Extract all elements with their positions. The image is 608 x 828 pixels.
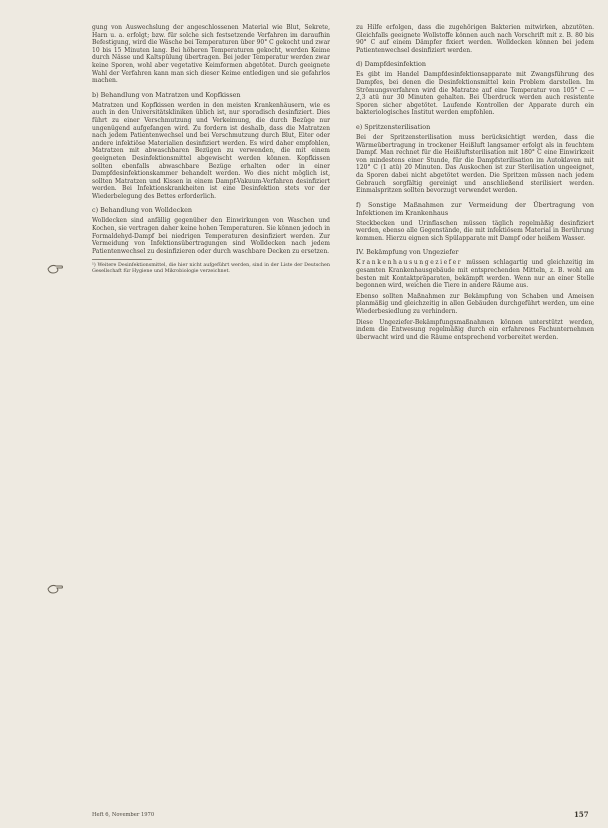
paragraph: Ebenso sollten Maßnahmen zur Bekämpfung von Schaben und Ameisen planmäßig und gleichzeitig in allen Gebäuden durchgeführt werden, um eine Wiederbesiedlung zu verhindern. xyxy=(356,292,594,316)
paragraph: Steckbecken und Urinflaschen müssen täglich regelmäßig desinfiziert werden, ebenso alle Gegenstände, die mit infektiösem Material in Berührung kommen. Hierzu eignen sich Spülapparate mit Dampf oder heißem Wasser. xyxy=(356,219,594,242)
left-column xyxy=(92,24,330,786)
paragraph: Bei der Spritzensterilisation muss berücksichtigt werden, dass die Wärmeübertragung in trockener Heißluft langsamer erfolgt als in feuchtem Dampf. Man rechnet für die Heißluftsterilisation mit 180° C eine Einwirkzeit von mindestens einer Stunde, für die Dampfsterilisation im Autoklaven mit 120° C (1 atü) 20 Minuten. Das Auskochen ist zur Sterilisation ungeeignet, da Sporen dabei nicht abgetötet werden. Die Spritzen müssen nach jedem Gebrauch sorgfältig gereinigt und anschließend sterilisiert werden. Einmalspritzen sollten bevorzugt verwendet werden. xyxy=(356,133,594,195)
footnote-divider xyxy=(92,259,152,260)
paragraph: Diese Ungeziefer-Bekämpfungsmaßnahmen können unterstützt werden, indem die Entwesung regelmäßig durch ein erfahrenes Fachunternehmen überwacht wird und die Räume entsprechend vorbereitet werden. xyxy=(356,318,594,341)
footnote: ¹) Weitere Desinfektionsmittel, die hier nicht aufgeführt werden, sind in der Liste der Deutschen Gesellschaft für Hygiene und Mikrobiologie verzeichnet. xyxy=(92,263,330,275)
paragraph-body: müssen schlagartig und gleichzeitig im gesamten Krankenhausgebäude mit entsprechenden Mitteln, z. B. wohl am besten mit Kontaktpräparaten, bekämpft werden. Wenn nur an einer Stelle begonnen wird, weichen die Tiere in andere Räume aus. xyxy=(356,259,594,290)
paragraph xyxy=(356,259,594,289)
finger-pointer-icon xyxy=(46,582,64,596)
paragraph: Matratzen und Kopfkissen werden in den meisten Krankenhäusern, wie es auch in den Universitätskliniken üblich ist, nur sporadisch desinfiziert. Dies führt zu einer Verschmutzung und Verkeimung, die durch Bezüge nur ungenügend aufgefangen wird. Zu fordern ist deshalb, dass die Matratzen nach jedem Patientenwechsel und bei Verschmutzung durch Blut, Eiter oder andere infektiöse Materialien desinfiziert werden. Es wird daher empfohlen, Matratzen mit abwaschbaren Bezügen zu verwenden, die mit einem geeigneten Desinfektionsmittel abgewischt werden können. Kopfkissen sollten ebenfalls abwaschbare Bezüge erhalten oder in einer Dampfdesinfektionskammer behandelt werden. Wo dies nicht möglich ist, sollten Matratzen und Kissen in einem Dampf-Vakuum-Verfahren desinfiziert werden. Bei Infektionskrankheiten ist eine Desinfektion stets vor der Wiederbelegung des Bettes erforderlich. xyxy=(92,101,330,200)
footer-issue: Heft 6, November 1970 xyxy=(92,812,155,818)
section-heading: b) Behandlung von Matratzen und Kopfkissen xyxy=(92,90,241,99)
section-heading: IV. Bekämpfung von Ungeziefer xyxy=(356,248,459,257)
paragraph: Es gibt im Handel Dampfdesinfektionsapparate mit Zwangsführung des Dampfes, bei denen die Desinfektionsmittel kein Problem darstellen. Im Strömungsverfahren wird die Matratze auf eine Temperatur von 105° C — 2,3 atü nur 30 Minuten gehalten. Bei Überdruck werden auch resistente Sporen sicher abgetötet. Laufende Kontrollen der Apparate durch ein bakteriologisches Institut werden empfohlen. xyxy=(356,71,594,117)
paragraph: gung von Auswechslung der angeschlossenen Material wie Blut, Sekrete, Harn u. a. erfolgt; bzw. für solche sich festsetzende Verfahren im daraufhin Befestigung, wird die Wäsche bei Temperaturen über 90° C gekocht und zwar 10 bis 15 Minuten lang. Bei höheren Temperaturen gekocht, werden Keime durch Nässe und Kaltspülung übertragen. Bei jeder Temperatur werden zwar keine Sporen, wohl aber vegetative Keimformen abgetötet. Durch geeignete Wahl der Verfahren kann man sich dieser Keime entledigen und sie gefahrlos machen. xyxy=(92,24,330,85)
finger-pointer-icon xyxy=(46,262,64,276)
paragraph: zu Hilfe erfolgen, dass die zugehörigen Bakterien mitwirken, abzutöten. Gleichfalls geeignete Wollstoffe können auch nach Vorschrift mit z. B. 80 bis 90° C auf einem Dämpfer fixiert werden. Wolldecken können bei jedem Patientenwechsel desinfiziert werden. xyxy=(356,24,594,54)
section-heading: c) Behandlung von Wolldecken xyxy=(92,206,193,215)
right-column xyxy=(356,24,594,800)
spaced-term: Krankenhausungeziefer xyxy=(356,259,463,267)
page-number: 157 xyxy=(574,810,589,819)
section-heading: f) Sonstige Maßnahmen zur Vermeidung der Übertragung von Infektionen im Krankenhaus xyxy=(356,200,594,217)
paragraph: Wolldecken sind anfällig gegenüber den Einwirkungen von Waschen und Kochen, sie vertragen daher keine hohen Temperaturen. Sie können jedoch in Formaldehyd-Dampf bei niedrigen Temperaturen desinfiziert werden. Zur Vermeidung von Infektionsübertragungen sind Wolldecken nach jedem Patientenwechsel zu desinfizieren oder durch waschbare Decken zu ersetzen. xyxy=(92,217,330,255)
section-heading: d) Dampfdesinfektion xyxy=(356,60,426,69)
section-heading: e) Spritzensterilisation xyxy=(356,122,431,131)
